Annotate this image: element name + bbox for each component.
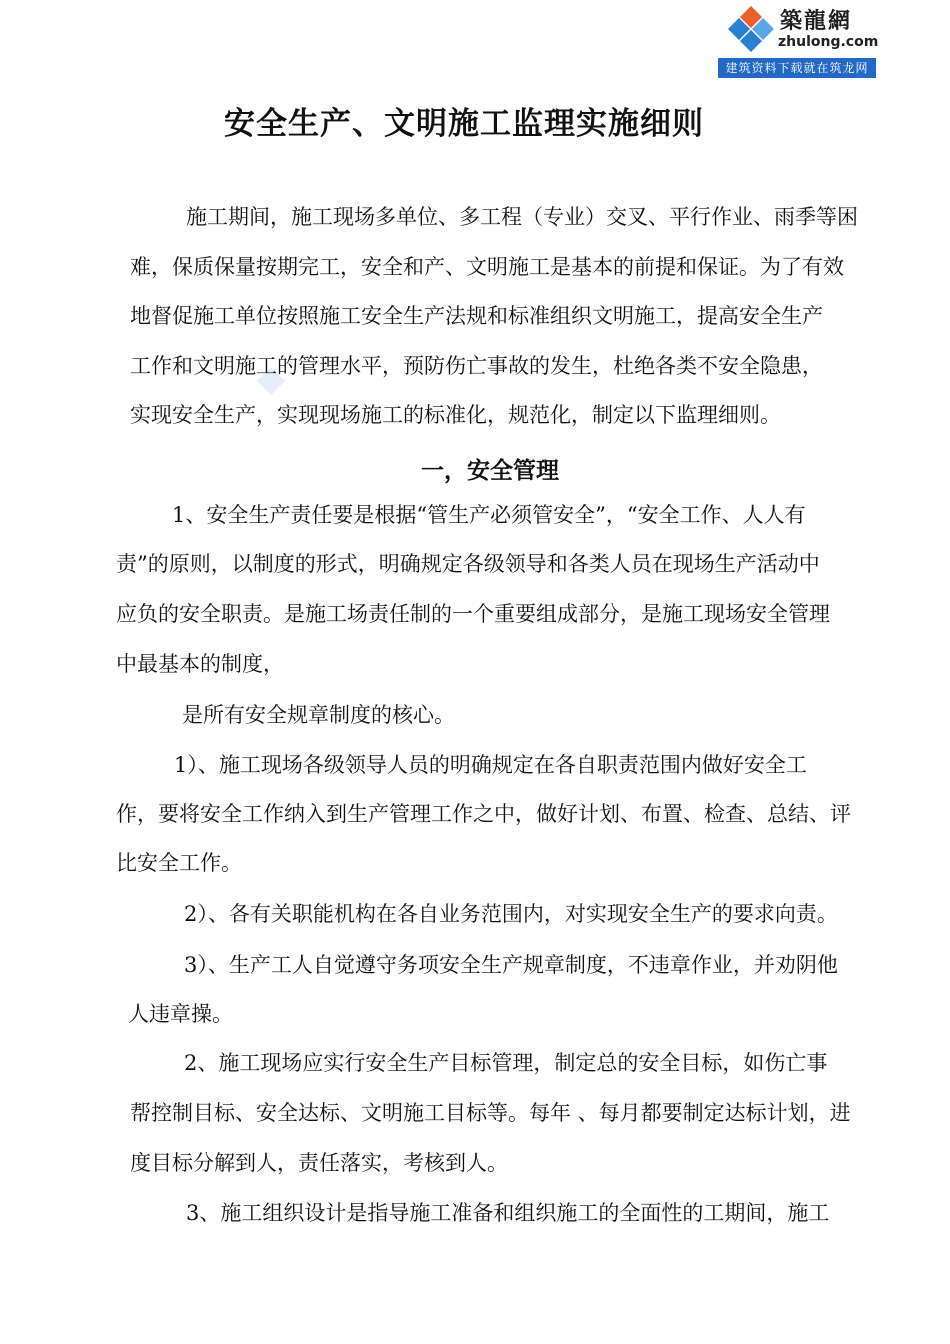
- logo-diamond-icon: [726, 4, 776, 54]
- logo-slogan: 建筑资料下载就在筑龙网: [718, 58, 876, 78]
- sub1-line: 作，要将安全工作纳入到生产管理工作之中，做好计划、布置、检查、总结、评: [116, 802, 851, 826]
- sub3-line: 3）、生产工人自觉遵守务项安全生产规章制度，不违章作业，并劝阴他: [184, 953, 838, 977]
- item1-line: 1、安全生产责任要是根据“管生产必须管安全”，“安全工作、人人有: [172, 503, 806, 527]
- intro-line: 工作和文明施工的管理水平，预防伤亡事故的发生，杜绝各类不安全隐患，: [130, 354, 823, 378]
- document-title: 安全生产、文明施工监理实施细则: [224, 106, 704, 142]
- sub1-line: 1）、施工现场各级领导人员的明确规定在各自职责范围内做好安全工: [174, 753, 807, 777]
- item1-tail: 是所有安全规章制度的核心。: [182, 703, 455, 727]
- item2-line: 帮控制目标、安全达标、文明施工目标等。每年 、每月都要制定达标计划，进: [130, 1101, 851, 1125]
- item2-line: 2、施工现场应实行安全生产目标管理，制定总的安全目标，如伤亡事: [184, 1051, 828, 1075]
- intro-line: 施工期间，施工现场多单位、多工程（专业）交叉、平行作业、雨季等困: [186, 205, 858, 229]
- item1-line: 应负的安全职责。是施工场责任制的一个重要组成部分，是施工现场安全管理: [116, 602, 830, 626]
- item1-line: 责”的原则，以制度的形式，明确规定各级领导和各类人员在现场生产活动中: [116, 552, 820, 576]
- logo-site: zhulong.com: [778, 34, 879, 50]
- item2-line: 度目标分解到人，责任落实，考核到人。: [130, 1151, 508, 1175]
- zhulong-logo: [718, 0, 878, 80]
- item3-line: 3、施工组织设计是指导施工准备和组织施工的全面性的工期间，施工: [186, 1201, 830, 1225]
- sub2-line: 2）、各有关职能机构在各自业务范围内，对实现安全生产的要求向责。: [184, 902, 838, 926]
- sub1-line: 比安全工作。: [116, 851, 242, 875]
- item1-line: 中最基本的制度，: [116, 652, 284, 676]
- intro-line: 地督促施工单位按照施工安全生产法规和标准组织文明施工，提高安全生产: [130, 304, 823, 328]
- intro-line: 实现安全生产，实现现场施工的标准化，规范化，制定以下监理细则。: [130, 403, 781, 427]
- intro-line: 难，保质保量按期完工，安全和产、文明施工是基本的前提和保证。为了有效: [130, 255, 844, 279]
- logo-name: 築龍網: [780, 8, 853, 34]
- sub3-line: 人违章操。: [128, 1002, 233, 1026]
- section-heading: 一，安全管理: [421, 457, 559, 484]
